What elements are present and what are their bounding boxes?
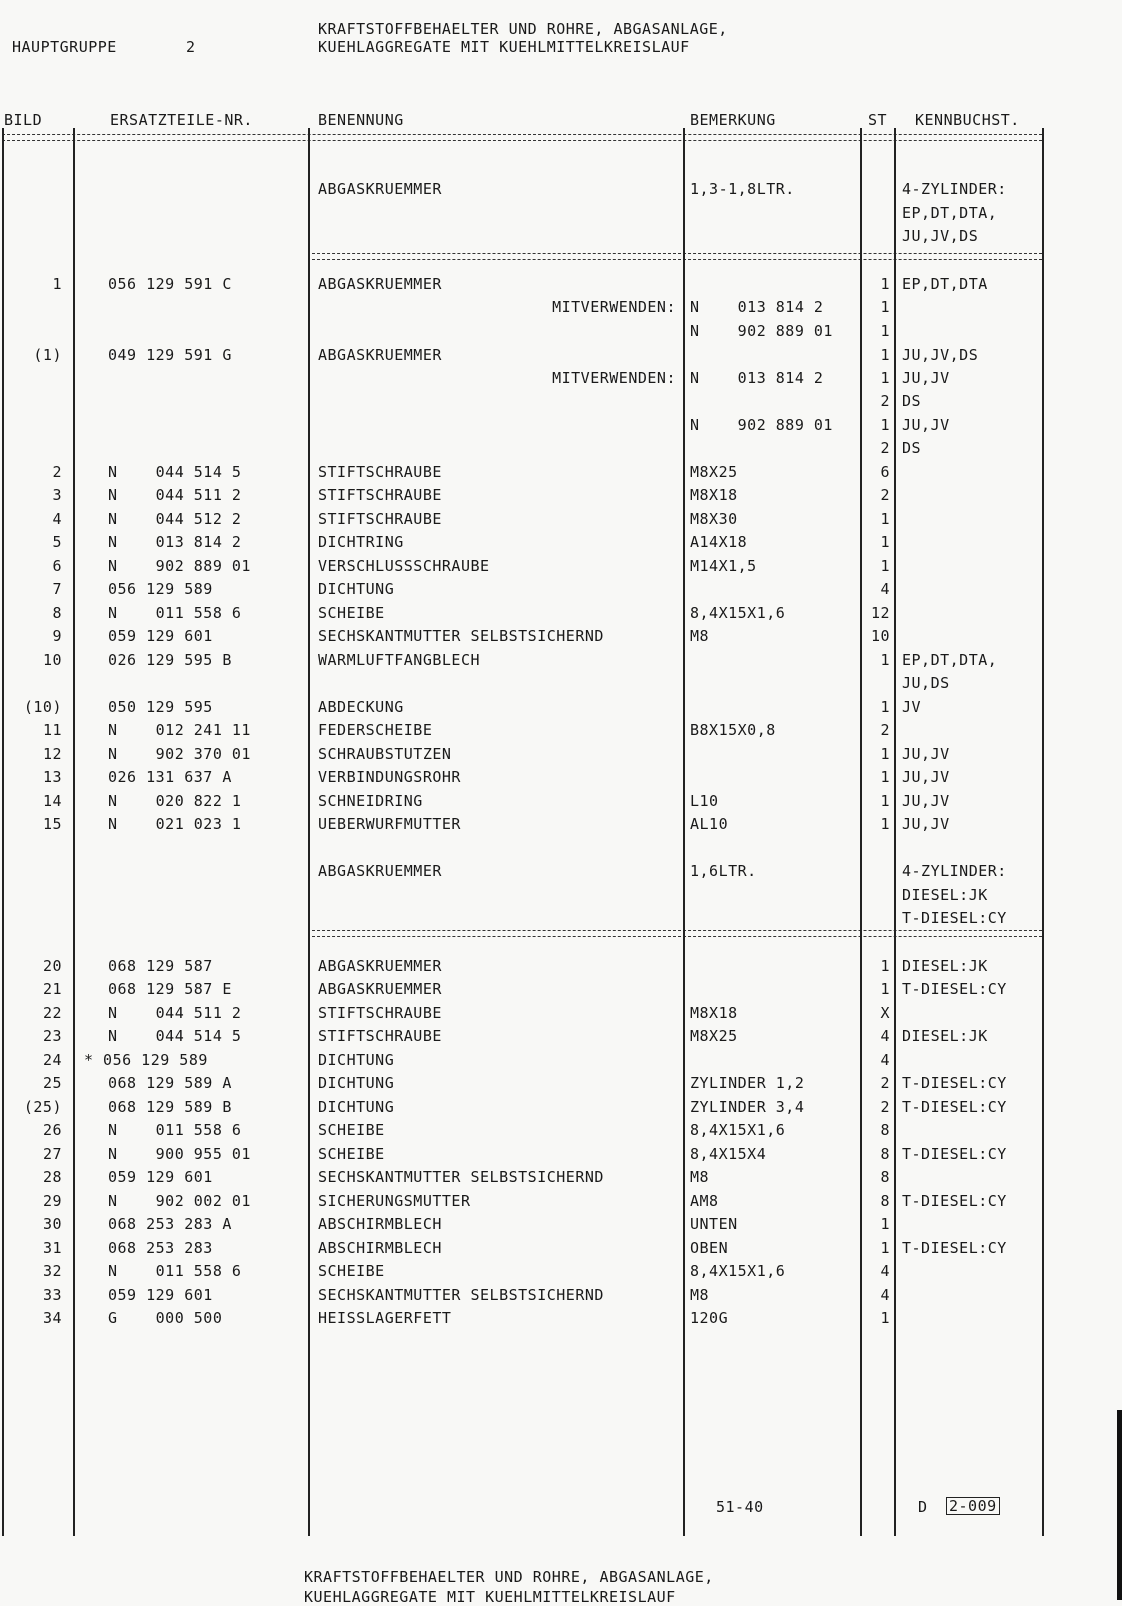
cell-bemerkung: 1,6LTR. bbox=[690, 862, 757, 880]
cell-st: 1 bbox=[880, 792, 890, 810]
cell-teil: 059 129 601 bbox=[108, 1286, 213, 1304]
cell-bild: 29 bbox=[42, 1192, 62, 1210]
cell-benennung: STIFTSCHRAUBE bbox=[318, 1027, 442, 1045]
cell-st: 2 bbox=[880, 1098, 890, 1116]
cell-st: 1 bbox=[880, 557, 890, 575]
page-reference: 2-009 bbox=[946, 1497, 1000, 1515]
cell-bild: 10 bbox=[42, 651, 62, 669]
cell-bild: 4 bbox=[52, 510, 62, 528]
cell-benennung: SCHEIBE bbox=[318, 604, 385, 622]
cell-bemerkung: A14X18 bbox=[690, 533, 748, 551]
cell-st: 12 bbox=[870, 604, 890, 622]
cell-benennung: SCHEIBE bbox=[318, 1121, 385, 1139]
cell-teil: * 056 129 589 bbox=[84, 1051, 208, 1069]
cell-teil: 059 129 601 bbox=[108, 627, 213, 645]
cell-teil: 068 129 589 A bbox=[108, 1074, 232, 1092]
cell-kenn: T-DIESEL:CY bbox=[902, 1239, 1007, 1257]
cell-bemerkung: OBEN bbox=[690, 1239, 729, 1257]
cell-bemerkung: N 902 889 01 bbox=[690, 322, 833, 340]
cell-bild: 32 bbox=[42, 1262, 62, 1280]
cell-kenn: 4-ZYLINDER: bbox=[902, 862, 1007, 880]
cell-bemerkung: 8,4X15X1,6 bbox=[690, 604, 786, 622]
cell-st: 1 bbox=[880, 698, 890, 716]
cell-teil: G 000 500 bbox=[108, 1309, 223, 1327]
cell-teil: N 011 558 6 bbox=[108, 1262, 242, 1280]
cell-bemerkung: M14X1,5 bbox=[690, 557, 757, 575]
cell-kenn: JU,JV bbox=[902, 792, 950, 810]
cell-bemerkung: N 013 814 2 bbox=[690, 298, 824, 316]
cell-benennung: DICHTUNG bbox=[318, 1098, 395, 1116]
cell-bemerkung: N 902 889 01 bbox=[690, 416, 833, 434]
cell-benennung: SECHSKANTMUTTER SELBSTSICHERND bbox=[318, 627, 604, 645]
cell-teil: N 011 558 6 bbox=[108, 604, 242, 622]
cell-st: 1 bbox=[880, 346, 890, 364]
cell-bild: 34 bbox=[42, 1309, 62, 1327]
cell-bild: 20 bbox=[42, 957, 62, 975]
cell-teil: 026 131 637 A bbox=[108, 768, 232, 786]
cell-bemerkung: 1,3-1,8LTR. bbox=[690, 180, 795, 198]
column-rule-5 bbox=[894, 128, 896, 1536]
next-page-title-line1: KRAFTSTOFFBEHAELTER UND ROHRE, ABGASANLAGE, bbox=[304, 1568, 714, 1586]
cell-bild: 5 bbox=[52, 533, 62, 551]
cell-bild: 13 bbox=[42, 768, 62, 786]
cell-benennung: STIFTSCHRAUBE bbox=[318, 1004, 442, 1022]
cell-kenn: T-DIESEL:CY bbox=[902, 1074, 1007, 1092]
cell-benennung: VERSCHLUSSSCHRAUBE bbox=[318, 557, 490, 575]
cell-kenn: DS bbox=[902, 392, 922, 410]
cell-bemerkung: AM8 bbox=[690, 1192, 719, 1210]
cell-kenn: EP,DT,DTA, bbox=[902, 204, 998, 222]
cell-teil: N 013 814 2 bbox=[108, 533, 242, 551]
cell-kenn: T-DIESEL:CY bbox=[902, 1145, 1007, 1163]
cell-kenn: T-DIESEL:CY bbox=[902, 909, 1007, 927]
cell-st: 1 bbox=[880, 768, 890, 786]
cell-teil: N 044 514 5 bbox=[108, 1027, 242, 1045]
cell-st: 2 bbox=[880, 1074, 890, 1092]
cell-bild: 2 bbox=[52, 463, 62, 481]
cell-teil: N 044 511 2 bbox=[108, 486, 242, 504]
cell-bemerkung: M8 bbox=[690, 627, 710, 645]
cell-benennung: SCHEIBE bbox=[318, 1145, 385, 1163]
cell-teil: 068 129 589 B bbox=[108, 1098, 232, 1116]
cell-benennung: SCHRAUBSTUTZEN bbox=[318, 745, 452, 763]
column-rule-6 bbox=[1042, 128, 1044, 1536]
cell-st: 4 bbox=[880, 1262, 890, 1280]
cell-st: 2 bbox=[880, 439, 890, 457]
cell-st: 4 bbox=[880, 1027, 890, 1045]
cell-teil: N 021 023 1 bbox=[108, 815, 242, 833]
hauptgruppe-label: HAUPTGRUPPE bbox=[12, 38, 117, 56]
cell-benennung: ABGASKRUEMMER bbox=[318, 862, 442, 880]
cell-st: 1 bbox=[880, 980, 890, 998]
cell-bild: 14 bbox=[42, 792, 62, 810]
cell-kenn: JU,JV,DS bbox=[902, 227, 979, 245]
cell-benennung: MITVERWENDEN: bbox=[552, 298, 676, 316]
cell-st: 1 bbox=[880, 369, 890, 387]
cell-kenn: EP,DT,DTA, bbox=[902, 651, 998, 669]
cell-st: 1 bbox=[880, 510, 890, 528]
cell-benennung: STIFTSCHRAUBE bbox=[318, 463, 442, 481]
header-title-line1: KRAFTSTOFFBEHAELTER UND ROHRE, ABGASANLAGE, bbox=[318, 20, 728, 38]
cell-bild: (1) bbox=[33, 346, 62, 364]
cell-bemerkung: M8X18 bbox=[690, 1004, 738, 1022]
cell-teil: 049 129 591 G bbox=[108, 346, 232, 364]
page-number: 51-40 bbox=[716, 1498, 764, 1516]
cell-st: 8 bbox=[880, 1121, 890, 1139]
cell-bild: 21 bbox=[42, 980, 62, 998]
column-rule-1 bbox=[73, 128, 75, 1536]
cell-bemerkung: B8X15X0,8 bbox=[690, 721, 776, 739]
cell-bemerkung: UNTEN bbox=[690, 1215, 738, 1233]
cell-teil: N 902 889 01 bbox=[108, 557, 251, 575]
cell-benennung: UEBERWURFMUTTER bbox=[318, 815, 461, 833]
cell-bild: 7 bbox=[52, 580, 62, 598]
cell-st: 1 bbox=[880, 298, 890, 316]
cell-st: 8 bbox=[880, 1145, 890, 1163]
page-prefix: D bbox=[918, 1498, 928, 1516]
cell-bemerkung: M8X30 bbox=[690, 510, 738, 528]
cell-benennung: ABGASKRUEMMER bbox=[318, 957, 442, 975]
cell-kenn: JU,DS bbox=[902, 674, 950, 692]
cell-bild: 1 bbox=[52, 275, 62, 293]
cell-bild: 23 bbox=[42, 1027, 62, 1045]
cell-bild: 31 bbox=[42, 1239, 62, 1257]
cell-bemerkung: M8 bbox=[690, 1168, 710, 1186]
cell-st: 1 bbox=[880, 745, 890, 763]
cell-st: 2 bbox=[880, 721, 890, 739]
cell-bild: 30 bbox=[42, 1215, 62, 1233]
cell-benennung: VERBINDUNGSROHR bbox=[318, 768, 461, 786]
col-header-kennbuchst: KENNBUCHST. bbox=[915, 111, 1020, 129]
cell-bemerkung: M8X25 bbox=[690, 463, 738, 481]
cell-benennung: WARMLUFTFANGBLECH bbox=[318, 651, 481, 669]
cell-st: 1 bbox=[880, 1309, 890, 1327]
cell-st: 1 bbox=[880, 416, 890, 434]
cell-benennung: SECHSKANTMUTTER SELBSTSICHERND bbox=[318, 1286, 604, 1304]
cell-bild: 25 bbox=[42, 1074, 62, 1092]
cell-benennung: ABSCHIRMBLECH bbox=[318, 1239, 442, 1257]
cell-kenn: JU,JV bbox=[902, 815, 950, 833]
cell-bild: 24 bbox=[42, 1051, 62, 1069]
cell-bemerkung: M8 bbox=[690, 1286, 710, 1304]
col-header-bild: BILD bbox=[4, 111, 43, 129]
cell-bemerkung: N 013 814 2 bbox=[690, 369, 824, 387]
cell-st: 1 bbox=[880, 651, 890, 669]
cell-kenn: 4-ZYLINDER: bbox=[902, 180, 1007, 198]
cell-st: 10 bbox=[870, 627, 890, 645]
cell-benennung: DICHTUNG bbox=[318, 580, 395, 598]
cell-st: 8 bbox=[880, 1168, 890, 1186]
cell-kenn: DIESEL:JK bbox=[902, 886, 988, 904]
cell-st: 6 bbox=[880, 463, 890, 481]
cell-teil: 068 253 283 A bbox=[108, 1215, 232, 1233]
header-separator bbox=[2, 134, 1042, 141]
cell-kenn: EP,DT,DTA bbox=[902, 275, 988, 293]
cell-benennung: STIFTSCHRAUBE bbox=[318, 486, 442, 504]
cell-teil: 056 129 589 bbox=[108, 580, 213, 598]
cell-bild: 15 bbox=[42, 815, 62, 833]
cell-st: 4 bbox=[880, 1051, 890, 1069]
cell-teil: 068 253 283 bbox=[108, 1239, 213, 1257]
cell-benennung: ABGASKRUEMMER bbox=[318, 346, 442, 364]
cell-benennung: ABSCHIRMBLECH bbox=[318, 1215, 442, 1233]
group-separator-2 bbox=[312, 930, 1042, 937]
cell-bemerkung: 8,4X15X1,6 bbox=[690, 1121, 786, 1139]
cell-kenn: DIESEL:JK bbox=[902, 957, 988, 975]
cell-bild: 33 bbox=[42, 1286, 62, 1304]
cell-bild: 9 bbox=[52, 627, 62, 645]
cell-teil: N 012 241 11 bbox=[108, 721, 251, 739]
cell-teil: N 900 955 01 bbox=[108, 1145, 251, 1163]
cell-teil: 068 129 587 E bbox=[108, 980, 232, 998]
cell-bild: 26 bbox=[42, 1121, 62, 1139]
cell-benennung: ABGASKRUEMMER bbox=[318, 180, 442, 198]
cell-st: 1 bbox=[880, 815, 890, 833]
cell-bild: (25) bbox=[23, 1098, 62, 1116]
cell-kenn: JU,JV bbox=[902, 745, 950, 763]
col-header-ersatzteil: ERSATZTEILE-NR. bbox=[110, 111, 253, 129]
cell-benennung: SCHEIBE bbox=[318, 1262, 385, 1280]
cell-benennung: ABDECKUNG bbox=[318, 698, 404, 716]
cell-teil: N 044 514 5 bbox=[108, 463, 242, 481]
col-header-st: ST bbox=[868, 111, 888, 129]
header-title-line2: KUEHLAGGREGATE MIT KUEHLMITTELKREISLAUF bbox=[318, 38, 690, 56]
cell-teil: N 044 511 2 bbox=[108, 1004, 242, 1022]
cell-st: 8 bbox=[880, 1192, 890, 1210]
cell-benennung: FEDERSCHEIBE bbox=[318, 721, 433, 739]
cell-kenn: T-DIESEL:CY bbox=[902, 1192, 1007, 1210]
cell-st: 4 bbox=[880, 1286, 890, 1304]
cell-teil: N 020 822 1 bbox=[108, 792, 242, 810]
cell-bemerkung: ZYLINDER 3,4 bbox=[690, 1098, 805, 1116]
cell-st: X bbox=[880, 1004, 890, 1022]
cell-benennung: DICHTUNG bbox=[318, 1074, 395, 1092]
cell-bild: 22 bbox=[42, 1004, 62, 1022]
cell-benennung: DICHTRING bbox=[318, 533, 404, 551]
cell-kenn: T-DIESEL:CY bbox=[902, 980, 1007, 998]
cell-benennung: SICHERUNGSMUTTER bbox=[318, 1192, 471, 1210]
cell-kenn: T-DIESEL:CY bbox=[902, 1098, 1007, 1116]
cell-bemerkung: 8,4X15X4 bbox=[690, 1145, 767, 1163]
cell-teil: N 011 558 6 bbox=[108, 1121, 242, 1139]
cell-benennung: MITVERWENDEN: bbox=[552, 369, 676, 387]
cell-bemerkung: ZYLINDER 1,2 bbox=[690, 1074, 805, 1092]
cell-st: 1 bbox=[880, 322, 890, 340]
scan-edge bbox=[1117, 1410, 1122, 1600]
next-page-title-line2: KUEHLAGGREGATE MIT KUEHLMITTELKREISLAUF bbox=[304, 1588, 676, 1606]
cell-st: 4 bbox=[880, 580, 890, 598]
hauptgruppe-number: 2 bbox=[186, 38, 196, 56]
cell-teil: N 044 512 2 bbox=[108, 510, 242, 528]
cell-benennung: SECHSKANTMUTTER SELBSTSICHERND bbox=[318, 1168, 604, 1186]
cell-bemerkung: 8,4X15X1,6 bbox=[690, 1262, 786, 1280]
cell-kenn: JU,JV bbox=[902, 768, 950, 786]
cell-kenn: JU,JV,DS bbox=[902, 346, 979, 364]
cell-bild: (10) bbox=[23, 698, 62, 716]
cell-teil: 050 129 595 bbox=[108, 698, 213, 716]
cell-bild: 12 bbox=[42, 745, 62, 763]
cell-teil: 056 129 591 C bbox=[108, 275, 232, 293]
cell-benennung: ABGASKRUEMMER bbox=[318, 980, 442, 998]
cell-bild: 28 bbox=[42, 1168, 62, 1186]
col-header-benennung: BENENNUNG bbox=[318, 111, 404, 129]
cell-kenn: DS bbox=[902, 439, 922, 457]
cell-st: 2 bbox=[880, 486, 890, 504]
group-separator-1 bbox=[312, 253, 1042, 260]
cell-teil: N 902 002 01 bbox=[108, 1192, 251, 1210]
cell-bild: 3 bbox=[52, 486, 62, 504]
column-rule-3 bbox=[683, 128, 685, 1536]
cell-teil: 068 129 587 bbox=[108, 957, 213, 975]
column-rule-2 bbox=[308, 128, 310, 1536]
cell-teil: N 902 370 01 bbox=[108, 745, 251, 763]
cell-st: 1 bbox=[880, 957, 890, 975]
cell-teil: 026 129 595 B bbox=[108, 651, 232, 669]
cell-benennung: HEISSLAGERFETT bbox=[318, 1309, 452, 1327]
cell-benennung: DICHTUNG bbox=[318, 1051, 395, 1069]
cell-benennung: ABGASKRUEMMER bbox=[318, 275, 442, 293]
cell-bemerkung: M8X18 bbox=[690, 486, 738, 504]
cell-bemerkung: 120G bbox=[690, 1309, 729, 1327]
cell-teil: 059 129 601 bbox=[108, 1168, 213, 1186]
cell-kenn: JU,JV bbox=[902, 369, 950, 387]
cell-benennung: SCHNEIDRING bbox=[318, 792, 423, 810]
cell-bild: 27 bbox=[42, 1145, 62, 1163]
cell-bild: 8 bbox=[52, 604, 62, 622]
cell-bemerkung: L10 bbox=[690, 792, 719, 810]
cell-kenn: JU,JV bbox=[902, 416, 950, 434]
cell-st: 1 bbox=[880, 533, 890, 551]
cell-st: 2 bbox=[880, 392, 890, 410]
cell-benennung: STIFTSCHRAUBE bbox=[318, 510, 442, 528]
cell-kenn: JV bbox=[902, 698, 922, 716]
cell-st: 1 bbox=[880, 1215, 890, 1233]
cell-bemerkung: AL10 bbox=[690, 815, 729, 833]
cell-st: 1 bbox=[880, 1239, 890, 1257]
cell-kenn: DIESEL:JK bbox=[902, 1027, 988, 1045]
cell-bild: 6 bbox=[52, 557, 62, 575]
cell-st: 1 bbox=[880, 275, 890, 293]
col-header-bemerkung: BEMERKUNG bbox=[690, 111, 776, 129]
cell-bemerkung: M8X25 bbox=[690, 1027, 738, 1045]
cell-bild: 11 bbox=[42, 721, 62, 739]
